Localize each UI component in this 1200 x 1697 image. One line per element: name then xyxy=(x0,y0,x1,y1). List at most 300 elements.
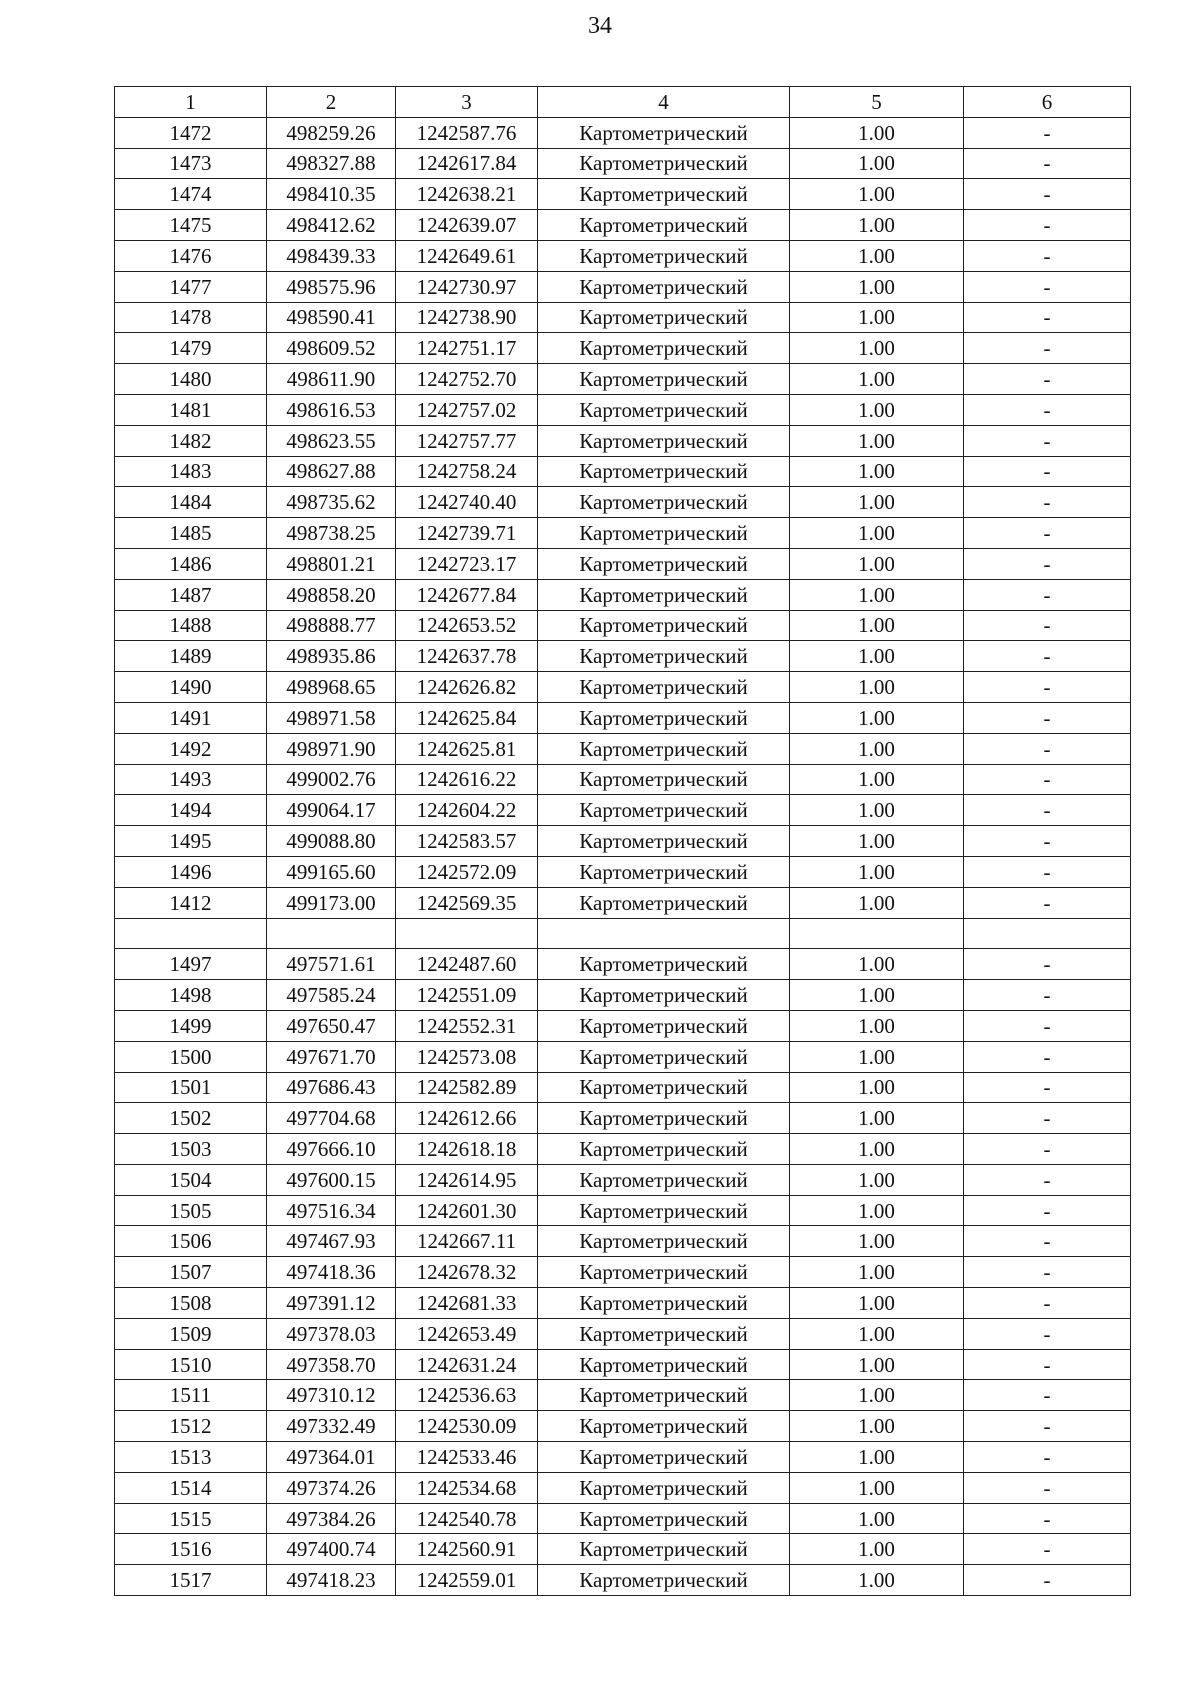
method-cell: Картометрический xyxy=(538,548,790,579)
x-coordinate-cell: 497585.24 xyxy=(267,980,396,1011)
point-number-cell: 1494 xyxy=(115,795,267,826)
note-cell: - xyxy=(964,425,1131,456)
method-cell: Картометрический xyxy=(538,210,790,241)
point-number-cell: 1475 xyxy=(115,210,267,241)
point-number-cell: 1478 xyxy=(115,302,267,333)
y-coordinate-cell: 1242739.71 xyxy=(396,518,538,549)
method-cell: Картометрический xyxy=(538,240,790,271)
method-cell: Картометрический xyxy=(538,1565,790,1596)
y-coordinate-cell: 1242625.84 xyxy=(396,702,538,733)
accuracy-cell: 1.00 xyxy=(790,210,964,241)
x-coordinate-cell: 497400.74 xyxy=(267,1534,396,1565)
table-row xyxy=(115,1565,1131,1596)
note-cell: - xyxy=(964,1134,1131,1165)
point-number-cell: 1514 xyxy=(115,1472,267,1503)
accuracy-cell: 1.00 xyxy=(790,1041,964,1072)
x-coordinate-cell: 498801.21 xyxy=(267,548,396,579)
x-coordinate-cell xyxy=(267,918,396,949)
y-coordinate-cell: 1242569.35 xyxy=(396,887,538,918)
y-coordinate-cell: 1242533.46 xyxy=(396,1442,538,1473)
accuracy-cell: 1.00 xyxy=(790,1288,964,1319)
accuracy-cell: 1.00 xyxy=(790,1010,964,1041)
x-coordinate-cell: 497332.49 xyxy=(267,1411,396,1442)
x-coordinate-cell: 498627.88 xyxy=(267,456,396,487)
table-row xyxy=(115,672,1131,703)
note-cell: - xyxy=(964,579,1131,610)
table-row xyxy=(115,210,1131,241)
point-number-cell: 1511 xyxy=(115,1380,267,1411)
y-coordinate-cell: 1242637.78 xyxy=(396,641,538,672)
x-coordinate-cell: 498616.53 xyxy=(267,394,396,425)
x-coordinate-cell: 498327.88 xyxy=(267,148,396,179)
table-row xyxy=(115,856,1131,887)
table-row xyxy=(115,1318,1131,1349)
point-number-cell: 1509 xyxy=(115,1318,267,1349)
y-coordinate-cell: 1242559.01 xyxy=(396,1565,538,1596)
accuracy-cell: 1.00 xyxy=(790,1072,964,1103)
point-number-cell: 1493 xyxy=(115,764,267,795)
table-row xyxy=(115,1472,1131,1503)
method-cell: Картометрический xyxy=(538,1103,790,1134)
table-row xyxy=(115,394,1131,425)
x-coordinate-cell: 498439.33 xyxy=(267,240,396,271)
y-coordinate-cell: 1242653.52 xyxy=(396,610,538,641)
accuracy-cell: 1.00 xyxy=(790,1534,964,1565)
y-coordinate-cell: 1242740.40 xyxy=(396,487,538,518)
x-coordinate-cell: 499088.80 xyxy=(267,826,396,857)
y-coordinate-cell: 1242667.11 xyxy=(396,1226,538,1257)
method-cell: Картометрический xyxy=(538,1226,790,1257)
note-cell: - xyxy=(964,1349,1131,1380)
point-number-cell: 1476 xyxy=(115,240,267,271)
point-number-cell: 1474 xyxy=(115,179,267,210)
y-coordinate-cell: 1242572.09 xyxy=(396,856,538,887)
x-coordinate-cell: 498259.26 xyxy=(267,117,396,148)
note-cell: - xyxy=(964,1472,1131,1503)
table-row xyxy=(115,826,1131,857)
y-coordinate-cell: 1242751.17 xyxy=(396,333,538,364)
accuracy-cell: 1.00 xyxy=(790,518,964,549)
x-coordinate-cell: 497686.43 xyxy=(267,1072,396,1103)
accuracy-cell: 1.00 xyxy=(790,1103,964,1134)
y-coordinate-cell: 1242626.82 xyxy=(396,672,538,703)
method-cell xyxy=(538,918,790,949)
y-coordinate-cell: 1242639.07 xyxy=(396,210,538,241)
accuracy-cell: 1.00 xyxy=(790,271,964,302)
accuracy-cell: 1.00 xyxy=(790,240,964,271)
column-header: 3 xyxy=(396,87,538,118)
x-coordinate-cell: 498738.25 xyxy=(267,518,396,549)
accuracy-cell: 1.00 xyxy=(790,333,964,364)
x-coordinate-cell: 497650.47 xyxy=(267,1010,396,1041)
x-coordinate-cell: 497418.36 xyxy=(267,1257,396,1288)
accuracy-cell: 1.00 xyxy=(790,1565,964,1596)
note-cell: - xyxy=(964,487,1131,518)
y-coordinate-cell: 1242583.57 xyxy=(396,826,538,857)
method-cell: Картометрический xyxy=(538,1010,790,1041)
x-coordinate-cell: 498968.65 xyxy=(267,672,396,703)
x-coordinate-cell: 498858.20 xyxy=(267,579,396,610)
note-cell: - xyxy=(964,364,1131,395)
x-coordinate-cell: 497600.15 xyxy=(267,1164,396,1195)
accuracy-cell: 1.00 xyxy=(790,764,964,795)
table-row xyxy=(115,1503,1131,1534)
note-cell: - xyxy=(964,1226,1131,1257)
accuracy-cell: 1.00 xyxy=(790,672,964,703)
method-cell: Картометрический xyxy=(538,425,790,456)
point-number-cell: 1485 xyxy=(115,518,267,549)
accuracy-cell: 1.00 xyxy=(790,1318,964,1349)
accuracy-cell: 1.00 xyxy=(790,1164,964,1195)
table-row xyxy=(115,887,1131,918)
table-row xyxy=(115,1103,1131,1134)
note-cell: - xyxy=(964,887,1131,918)
method-cell: Картометрический xyxy=(538,1472,790,1503)
y-coordinate-cell: 1242723.17 xyxy=(396,548,538,579)
method-cell: Картометрический xyxy=(538,117,790,148)
x-coordinate-cell: 498971.90 xyxy=(267,733,396,764)
accuracy-cell: 1.00 xyxy=(790,733,964,764)
table-row xyxy=(115,1041,1131,1072)
note-cell: - xyxy=(964,1534,1131,1565)
accuracy-cell: 1.00 xyxy=(790,856,964,887)
accuracy-cell xyxy=(790,918,964,949)
note-cell: - xyxy=(964,1010,1131,1041)
x-coordinate-cell: 499064.17 xyxy=(267,795,396,826)
x-coordinate-cell: 497374.26 xyxy=(267,1472,396,1503)
accuracy-cell: 1.00 xyxy=(790,887,964,918)
x-coordinate-cell: 497310.12 xyxy=(267,1380,396,1411)
method-cell: Картометрический xyxy=(538,333,790,364)
y-coordinate-cell: 1242616.22 xyxy=(396,764,538,795)
note-cell: - xyxy=(964,1288,1131,1319)
method-cell: Картометрический xyxy=(538,1257,790,1288)
point-number-cell: 1477 xyxy=(115,271,267,302)
y-coordinate-cell: 1242604.22 xyxy=(396,795,538,826)
x-coordinate-cell: 498590.41 xyxy=(267,302,396,333)
table-row xyxy=(115,271,1131,302)
method-cell: Картометрический xyxy=(538,1041,790,1072)
y-coordinate-cell: 1242601.30 xyxy=(396,1195,538,1226)
x-coordinate-cell: 497384.26 xyxy=(267,1503,396,1534)
note-cell: - xyxy=(964,1411,1131,1442)
accuracy-cell: 1.00 xyxy=(790,610,964,641)
x-coordinate-cell: 498575.96 xyxy=(267,271,396,302)
y-coordinate-cell: 1242758.24 xyxy=(396,456,538,487)
table-row xyxy=(115,1349,1131,1380)
point-number-cell: 1503 xyxy=(115,1134,267,1165)
x-coordinate-cell: 497391.12 xyxy=(267,1288,396,1319)
table-row xyxy=(115,1380,1131,1411)
accuracy-cell: 1.00 xyxy=(790,826,964,857)
note-cell: - xyxy=(964,1103,1131,1134)
table-row xyxy=(115,487,1131,518)
note-cell: - xyxy=(964,179,1131,210)
point-number-cell xyxy=(115,918,267,949)
x-coordinate-cell: 497666.10 xyxy=(267,1134,396,1165)
method-cell: Картометрический xyxy=(538,1164,790,1195)
note-cell: - xyxy=(964,826,1131,857)
table-row xyxy=(115,1226,1131,1257)
y-coordinate-cell: 1242752.70 xyxy=(396,364,538,395)
note-cell: - xyxy=(964,1072,1131,1103)
x-coordinate-cell: 498611.90 xyxy=(267,364,396,395)
y-coordinate-cell: 1242552.31 xyxy=(396,1010,538,1041)
table-row xyxy=(115,548,1131,579)
method-cell: Картометрический xyxy=(538,980,790,1011)
note-cell: - xyxy=(964,795,1131,826)
point-number-cell: 1500 xyxy=(115,1041,267,1072)
column-header: 2 xyxy=(267,87,396,118)
table-row xyxy=(115,1534,1131,1565)
table-row xyxy=(115,1288,1131,1319)
accuracy-cell: 1.00 xyxy=(790,394,964,425)
y-coordinate-cell: 1242614.95 xyxy=(396,1164,538,1195)
method-cell: Картометрический xyxy=(538,1380,790,1411)
point-number-cell: 1499 xyxy=(115,1010,267,1041)
table-row xyxy=(115,764,1131,795)
y-coordinate-cell: 1242649.61 xyxy=(396,240,538,271)
note-cell: - xyxy=(964,856,1131,887)
method-cell: Картометрический xyxy=(538,1442,790,1473)
point-number-cell: 1507 xyxy=(115,1257,267,1288)
y-coordinate-cell: 1242625.81 xyxy=(396,733,538,764)
method-cell: Картометрический xyxy=(538,764,790,795)
x-coordinate-cell: 498412.62 xyxy=(267,210,396,241)
y-coordinate-cell: 1242653.49 xyxy=(396,1318,538,1349)
point-number-cell: 1481 xyxy=(115,394,267,425)
point-number-cell: 1484 xyxy=(115,487,267,518)
method-cell: Картометрический xyxy=(538,148,790,179)
table-row xyxy=(115,117,1131,148)
method-cell: Картометрический xyxy=(538,487,790,518)
table-row xyxy=(115,302,1131,333)
accuracy-cell: 1.00 xyxy=(790,302,964,333)
point-number-cell: 1492 xyxy=(115,733,267,764)
note-cell: - xyxy=(964,394,1131,425)
method-cell: Картометрический xyxy=(538,949,790,980)
x-coordinate-cell: 498609.52 xyxy=(267,333,396,364)
accuracy-cell: 1.00 xyxy=(790,1226,964,1257)
note-cell: - xyxy=(964,1565,1131,1596)
method-cell: Картометрический xyxy=(538,887,790,918)
method-cell: Картометрический xyxy=(538,672,790,703)
method-cell: Картометрический xyxy=(538,364,790,395)
y-coordinate-cell: 1242536.63 xyxy=(396,1380,538,1411)
x-coordinate-cell: 497516.34 xyxy=(267,1195,396,1226)
accuracy-cell: 1.00 xyxy=(790,1349,964,1380)
accuracy-cell: 1.00 xyxy=(790,117,964,148)
note-cell: - xyxy=(964,518,1131,549)
note-cell: - xyxy=(964,641,1131,672)
method-cell: Картометрический xyxy=(538,795,790,826)
x-coordinate-cell: 498410.35 xyxy=(267,179,396,210)
x-coordinate-cell: 497467.93 xyxy=(267,1226,396,1257)
note-cell: - xyxy=(964,271,1131,302)
y-coordinate-cell: 1242618.18 xyxy=(396,1134,538,1165)
table-row xyxy=(115,456,1131,487)
accuracy-cell: 1.00 xyxy=(790,980,964,1011)
note-cell: - xyxy=(964,1195,1131,1226)
x-coordinate-cell: 499165.60 xyxy=(267,856,396,887)
y-coordinate-cell: 1242757.02 xyxy=(396,394,538,425)
table-row xyxy=(115,518,1131,549)
note-cell: - xyxy=(964,1164,1131,1195)
method-cell: Картометрический xyxy=(538,1411,790,1442)
method-cell: Картометрический xyxy=(538,610,790,641)
table-header-row xyxy=(115,87,1131,118)
point-number-cell: 1513 xyxy=(115,1442,267,1473)
point-number-cell: 1483 xyxy=(115,456,267,487)
point-number-cell: 1472 xyxy=(115,117,267,148)
accuracy-cell: 1.00 xyxy=(790,702,964,733)
method-cell: Картометрический xyxy=(538,1288,790,1319)
method-cell: Картометрический xyxy=(538,641,790,672)
accuracy-cell: 1.00 xyxy=(790,548,964,579)
note-cell: - xyxy=(964,148,1131,179)
y-coordinate-cell: 1242582.89 xyxy=(396,1072,538,1103)
accuracy-cell: 1.00 xyxy=(790,795,964,826)
column-header: 5 xyxy=(790,87,964,118)
method-cell: Картометрический xyxy=(538,702,790,733)
note-cell: - xyxy=(964,302,1131,333)
method-cell: Картометрический xyxy=(538,518,790,549)
note-cell: - xyxy=(964,1442,1131,1473)
accuracy-cell: 1.00 xyxy=(790,949,964,980)
method-cell: Картометрический xyxy=(538,1534,790,1565)
accuracy-cell: 1.00 xyxy=(790,364,964,395)
point-number-cell: 1515 xyxy=(115,1503,267,1534)
accuracy-cell: 1.00 xyxy=(790,487,964,518)
note-cell: - xyxy=(964,980,1131,1011)
table-row xyxy=(115,1072,1131,1103)
point-number-cell: 1510 xyxy=(115,1349,267,1380)
x-coordinate-cell: 498623.55 xyxy=(267,425,396,456)
y-coordinate-cell: 1242757.77 xyxy=(396,425,538,456)
x-coordinate-cell: 497704.68 xyxy=(267,1103,396,1134)
note-cell xyxy=(964,918,1131,949)
note-cell: - xyxy=(964,240,1131,271)
y-coordinate-cell: 1242681.33 xyxy=(396,1288,538,1319)
table-row xyxy=(115,918,1131,949)
y-coordinate-cell xyxy=(396,918,538,949)
y-coordinate-cell: 1242738.90 xyxy=(396,302,538,333)
accuracy-cell: 1.00 xyxy=(790,1195,964,1226)
method-cell: Картометрический xyxy=(538,579,790,610)
note-cell: - xyxy=(964,672,1131,703)
y-coordinate-cell: 1242551.09 xyxy=(396,980,538,1011)
x-coordinate-cell: 497364.01 xyxy=(267,1442,396,1473)
accuracy-cell: 1.00 xyxy=(790,1472,964,1503)
accuracy-cell: 1.00 xyxy=(790,179,964,210)
note-cell: - xyxy=(964,456,1131,487)
note-cell: - xyxy=(964,210,1131,241)
accuracy-cell: 1.00 xyxy=(790,456,964,487)
point-number-cell: 1505 xyxy=(115,1195,267,1226)
method-cell: Картометрический xyxy=(538,394,790,425)
note-cell: - xyxy=(964,1318,1131,1349)
table-row xyxy=(115,949,1131,980)
point-number-cell: 1498 xyxy=(115,980,267,1011)
column-header: 6 xyxy=(964,87,1131,118)
x-coordinate-cell: 498971.58 xyxy=(267,702,396,733)
y-coordinate-cell: 1242560.91 xyxy=(396,1534,538,1565)
note-cell: - xyxy=(964,702,1131,733)
table-row xyxy=(115,980,1131,1011)
table-row xyxy=(115,425,1131,456)
table-row xyxy=(115,1164,1131,1195)
page-number: 34 xyxy=(588,13,612,39)
y-coordinate-cell: 1242730.97 xyxy=(396,271,538,302)
method-cell: Картометрический xyxy=(538,456,790,487)
accuracy-cell: 1.00 xyxy=(790,148,964,179)
accuracy-cell: 1.00 xyxy=(790,1257,964,1288)
column-header: 1 xyxy=(115,87,267,118)
note-cell: - xyxy=(964,117,1131,148)
note-cell: - xyxy=(964,1503,1131,1534)
note-cell: - xyxy=(964,949,1131,980)
column-header: 4 xyxy=(538,87,790,118)
point-number-cell: 1508 xyxy=(115,1288,267,1319)
table-row xyxy=(115,179,1131,210)
table-row xyxy=(115,795,1131,826)
table-row xyxy=(115,579,1131,610)
note-cell: - xyxy=(964,733,1131,764)
table-row xyxy=(115,1257,1131,1288)
accuracy-cell: 1.00 xyxy=(790,1380,964,1411)
x-coordinate-cell: 499173.00 xyxy=(267,887,396,918)
method-cell: Картометрический xyxy=(538,1503,790,1534)
accuracy-cell: 1.00 xyxy=(790,425,964,456)
method-cell: Картометрический xyxy=(538,1072,790,1103)
y-coordinate-cell: 1242678.32 xyxy=(396,1257,538,1288)
y-coordinate-cell: 1242677.84 xyxy=(396,579,538,610)
note-cell: - xyxy=(964,333,1131,364)
method-cell: Картометрический xyxy=(538,271,790,302)
y-coordinate-cell: 1242617.84 xyxy=(396,148,538,179)
y-coordinate-cell: 1242638.21 xyxy=(396,179,538,210)
point-number-cell: 1489 xyxy=(115,641,267,672)
accuracy-cell: 1.00 xyxy=(790,1134,964,1165)
note-cell: - xyxy=(964,1041,1131,1072)
table-row xyxy=(115,610,1131,641)
table-body xyxy=(115,117,1131,1595)
point-number-cell: 1495 xyxy=(115,826,267,857)
point-number-cell: 1479 xyxy=(115,333,267,364)
point-number-cell: 1516 xyxy=(115,1534,267,1565)
method-cell: Картометрический xyxy=(538,856,790,887)
point-number-cell: 1473 xyxy=(115,148,267,179)
method-cell: Картометрический xyxy=(538,179,790,210)
point-number-cell: 1496 xyxy=(115,856,267,887)
point-number-cell: 1517 xyxy=(115,1565,267,1596)
note-cell: - xyxy=(964,548,1131,579)
table-row xyxy=(115,641,1131,672)
method-cell: Картометрический xyxy=(538,733,790,764)
x-coordinate-cell: 498888.77 xyxy=(267,610,396,641)
table-row xyxy=(115,702,1131,733)
table-row xyxy=(115,240,1131,271)
point-number-cell: 1502 xyxy=(115,1103,267,1134)
accuracy-cell: 1.00 xyxy=(790,641,964,672)
x-coordinate-cell: 497571.61 xyxy=(267,949,396,980)
accuracy-cell: 1.00 xyxy=(790,1442,964,1473)
table-row xyxy=(115,1411,1131,1442)
y-coordinate-cell: 1242487.60 xyxy=(396,949,538,980)
point-number-cell: 1480 xyxy=(115,364,267,395)
point-number-cell: 1512 xyxy=(115,1411,267,1442)
point-number-cell: 1497 xyxy=(115,949,267,980)
